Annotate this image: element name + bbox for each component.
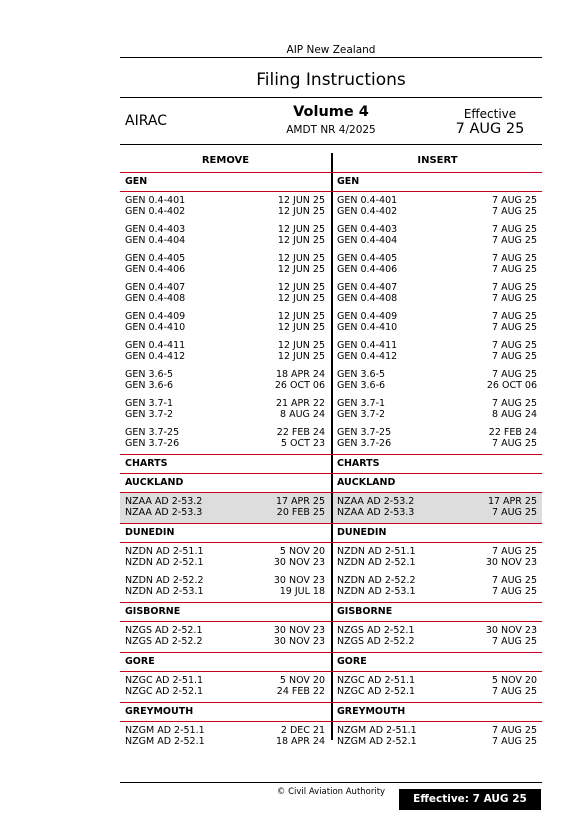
- remove-page-ref: GEN 3.6-6: [125, 379, 174, 391]
- insert-page-date: 7 AUG 25: [492, 725, 537, 736]
- remove-page-ref: GEN 0.4-404: [125, 234, 186, 246]
- insert-page-ref: GEN 3.6-5: [337, 369, 386, 380]
- insert-page-date: 7 AUG 25: [492, 635, 537, 647]
- remove-page-ref: GEN 0.4-402: [125, 205, 186, 217]
- insert-page-ref: NZGC AD 2-52.1: [337, 685, 416, 697]
- insert-page-ref: GEN 0.4-412: [337, 350, 398, 362]
- remove-page-ref: GEN 0.4-410: [125, 321, 186, 333]
- remove-page-ref: NZGS AD 2-52.1: [125, 625, 203, 636]
- remove-page-ref: NZGC AD 2-52.1: [125, 685, 204, 697]
- remove-page-ref: GEN 0.4-408: [125, 292, 186, 304]
- remove-page-ref: GEN 0.4-407: [125, 282, 186, 293]
- section-divider: [120, 191, 542, 192]
- remove-page-ref: GEN 3.7-26: [125, 437, 180, 449]
- remove-page-date: 24 FEB 22: [276, 685, 325, 697]
- remove-page-ref: GEN 3.7-2: [125, 408, 174, 420]
- section-divider: [120, 702, 542, 703]
- insert-page-date: 7 AUG 25: [492, 735, 537, 747]
- remove-page-date: 12 JUN 25: [277, 311, 325, 322]
- remove-page-date: 18 APR 24: [275, 735, 325, 747]
- insert-page-ref: GEN 0.4-411: [337, 340, 398, 351]
- insert-page-date: 7 AUG 25: [492, 506, 537, 518]
- remove-page-date: 12 JUN 25: [277, 195, 325, 206]
- insert-page-ref: NZGM AD 2-52.1: [337, 735, 417, 747]
- remove-page-date: 12 JUN 25: [277, 282, 325, 293]
- insert-page-date: 7 AUG 25: [492, 292, 537, 304]
- section-divider: [120, 523, 542, 524]
- remove-page-ref: GEN 0.4-411: [125, 340, 186, 351]
- insert-page-date: 30 NOV 23: [485, 556, 537, 568]
- remove-page-date: 17 APR 25: [275, 496, 325, 507]
- remove-page-date: 30 NOV 23: [273, 625, 325, 636]
- section-title-remove: DUNEDIN: [125, 527, 175, 538]
- remove-page-ref: NZDN AD 2-52.2: [125, 575, 204, 586]
- insert-page-ref: GEN 0.4-410: [337, 321, 398, 333]
- volume-title: Volume 4: [293, 104, 369, 120]
- remove-page-ref: NZDN AD 2-52.1: [125, 556, 204, 568]
- header-rule: [120, 97, 542, 98]
- insert-page-ref: NZGS AD 2-52.2: [337, 635, 415, 647]
- section-title-remove: GEN: [125, 176, 148, 187]
- effective-label: Effective: [463, 107, 517, 121]
- insert-page-date: 5 NOV 20: [491, 675, 537, 686]
- insert-page-date: 7 AUG 25: [492, 546, 537, 557]
- remove-page-ref: NZDN AD 2-51.1: [125, 546, 204, 557]
- remove-page-ref: NZGM AD 2-52.1: [125, 735, 205, 747]
- insert-page-ref: GEN 0.4-407: [337, 282, 398, 293]
- insert-page-ref: GEN 0.4-409: [337, 311, 398, 322]
- remove-page-ref: GEN 0.4-412: [125, 350, 186, 362]
- remove-page-ref: GEN 0.4-406: [125, 263, 186, 275]
- remove-page-ref: GEN 0.4-405: [125, 253, 186, 264]
- insert-page-date: 7 AUG 25: [492, 575, 537, 586]
- remove-page-ref: GEN 3.6-5: [125, 369, 174, 380]
- insert-page-date: 7 AUG 25: [492, 398, 537, 409]
- amendment-number: AMDT NR 4/2025: [286, 124, 376, 136]
- remove-page-date: 30 NOV 23: [273, 635, 325, 647]
- copyright-text: © Civil Aviation Authority: [276, 787, 386, 797]
- insert-page-date: 7 AUG 25: [492, 195, 537, 206]
- insert-page-ref: GEN 0.4-402: [337, 205, 398, 217]
- remove-page-date: 12 JUN 25: [277, 234, 325, 246]
- insert-page-ref: NZDN AD 2-53.1: [337, 585, 416, 597]
- remove-page-date: 12 JUN 25: [277, 263, 325, 275]
- insert-page-date: 7 AUG 25: [492, 311, 537, 322]
- remove-page-ref: NZGS AD 2-52.2: [125, 635, 203, 647]
- section-divider: [120, 671, 542, 672]
- remove-page-date: 12 JUN 25: [277, 253, 325, 264]
- insert-page-date: 30 NOV 23: [485, 625, 537, 636]
- remove-page-date: 18 APR 24: [275, 369, 325, 380]
- remove-page-date: 21 APR 22: [275, 398, 325, 409]
- insert-page-ref: GEN 3.7-25: [337, 427, 392, 438]
- remove-page-ref: NZAA AD 2-53.3: [125, 506, 203, 518]
- insert-page-ref: GEN 3.6-6: [337, 379, 386, 391]
- airac-label: AIRAC: [125, 113, 167, 129]
- section-divider: [120, 454, 542, 455]
- insert-page-date: 17 APR 25: [487, 496, 537, 507]
- section-title-insert: AUCKLAND: [337, 477, 396, 488]
- header-rule: [120, 144, 542, 145]
- insert-page-ref: GEN 0.4-405: [337, 253, 398, 264]
- remove-page-date: 19 JUL 18: [279, 585, 325, 597]
- remove-page-date: 12 JUN 25: [277, 292, 325, 304]
- remove-page-date: 12 JUN 25: [277, 350, 325, 362]
- publication-name: AIP New Zealand: [286, 44, 376, 56]
- remove-page-ref: NZGC AD 2-51.1: [125, 675, 204, 686]
- section-divider: [120, 652, 542, 653]
- section-divider: [120, 721, 542, 722]
- section-title-insert: GREYMOUTH: [337, 706, 406, 717]
- remove-page-ref: NZDN AD 2-53.1: [125, 585, 204, 597]
- remove-page-date: 26 OCT 06: [274, 379, 325, 391]
- insert-page-date: 26 OCT 06: [486, 379, 537, 391]
- insert-page-ref: NZDN AD 2-51.1: [337, 546, 416, 557]
- remove-page-ref: NZGM AD 2-51.1: [125, 725, 205, 736]
- insert-page-date: 8 AUG 24: [492, 408, 537, 420]
- section-title-remove: CHARTS: [125, 458, 168, 469]
- insert-page-ref: GEN 0.4-404: [337, 234, 398, 246]
- page-title: Filing Instructions: [256, 70, 406, 90]
- remove-page-date: 12 JUN 25: [277, 205, 325, 217]
- insert-page-date: 7 AUG 25: [492, 340, 537, 351]
- remove-page-date: 5 OCT 23: [280, 437, 325, 449]
- remove-page-ref: GEN 0.4-403: [125, 224, 186, 235]
- insert-page-date: 7 AUG 25: [492, 685, 537, 697]
- effective-badge: Effective: 7 AUG 25: [399, 789, 541, 810]
- remove-page-date: 12 JUN 25: [277, 224, 325, 235]
- section-title-insert: DUNEDIN: [337, 527, 387, 538]
- remove-page-ref: GEN 3.7-1: [125, 398, 174, 409]
- effective-date: 7 AUG 25: [455, 121, 525, 137]
- remove-page-date: 20 FEB 25: [276, 506, 325, 518]
- insert-page-ref: NZGS AD 2-52.1: [337, 625, 415, 636]
- insert-page-date: 7 AUG 25: [492, 321, 537, 333]
- section-title-insert: CHARTS: [337, 458, 380, 469]
- section-title-remove: GISBORNE: [125, 606, 181, 617]
- footer-rule: [120, 782, 542, 783]
- insert-page-ref: GEN 3.7-1: [337, 398, 386, 409]
- section-divider: [120, 602, 542, 603]
- section-divider: [120, 473, 542, 474]
- insert-page-ref: GEN 0.4-403: [337, 224, 398, 235]
- insert-page-ref: NZDN AD 2-52.1: [337, 556, 416, 568]
- section-divider: [120, 492, 542, 493]
- remove-page-date: 30 NOV 23: [273, 575, 325, 586]
- insert-column-header: INSERT: [417, 155, 458, 166]
- section-title-insert: GISBORNE: [337, 606, 393, 617]
- remove-page-date: 5 NOV 20: [279, 675, 325, 686]
- remove-page-ref: GEN 0.4-401: [125, 195, 186, 206]
- remove-page-date: 22 FEB 24: [276, 427, 325, 438]
- section-divider: [120, 172, 542, 173]
- remove-page-ref: NZAA AD 2-53.2: [125, 496, 203, 507]
- insert-page-ref: NZAA AD 2-53.3: [337, 506, 415, 518]
- insert-page-date: 22 FEB 24: [488, 427, 537, 438]
- insert-page-date: 7 AUG 25: [492, 205, 537, 217]
- remove-page-date: 12 JUN 25: [277, 321, 325, 333]
- insert-page-ref: NZGC AD 2-51.1: [337, 675, 416, 686]
- section-title-remove: AUCKLAND: [125, 477, 184, 488]
- insert-page-date: 7 AUG 25: [492, 263, 537, 275]
- insert-page-date: 7 AUG 25: [492, 282, 537, 293]
- remove-page-date: 5 NOV 20: [279, 546, 325, 557]
- remove-page-ref: GEN 0.4-409: [125, 311, 186, 322]
- section-title-remove: GORE: [125, 656, 155, 667]
- section-title-insert: GEN: [337, 176, 360, 187]
- remove-page-ref: GEN 3.7-25: [125, 427, 180, 438]
- insert-page-ref: NZDN AD 2-52.2: [337, 575, 416, 586]
- insert-page-date: 7 AUG 25: [492, 234, 537, 246]
- insert-page-ref: NZGM AD 2-51.1: [337, 725, 417, 736]
- insert-page-ref: GEN 0.4-401: [337, 195, 398, 206]
- insert-page-date: 7 AUG 25: [492, 437, 537, 449]
- section-divider: [120, 542, 542, 543]
- header-rule: [120, 57, 542, 58]
- section-title-remove: GREYMOUTH: [125, 706, 194, 717]
- insert-page-ref: NZAA AD 2-53.2: [337, 496, 415, 507]
- remove-page-date: 30 NOV 23: [273, 556, 325, 568]
- remove-page-date: 8 AUG 24: [280, 408, 325, 420]
- remove-page-date: 2 DEC 21: [280, 725, 325, 736]
- section-divider: [120, 621, 542, 622]
- remove-column-header: REMOVE: [201, 155, 250, 166]
- insert-page-ref: GEN 0.4-406: [337, 263, 398, 275]
- section-title-insert: GORE: [337, 656, 367, 667]
- insert-page-ref: GEN 0.4-408: [337, 292, 398, 304]
- insert-page-date: 7 AUG 25: [492, 585, 537, 597]
- insert-page-date: 7 AUG 25: [492, 350, 537, 362]
- insert-page-ref: GEN 3.7-2: [337, 408, 386, 420]
- insert-page-date: 7 AUG 25: [492, 369, 537, 380]
- insert-page-date: 7 AUG 25: [492, 253, 537, 264]
- remove-page-date: 12 JUN 25: [277, 340, 325, 351]
- insert-page-date: 7 AUG 25: [492, 224, 537, 235]
- insert-page-ref: GEN 3.7-26: [337, 437, 392, 449]
